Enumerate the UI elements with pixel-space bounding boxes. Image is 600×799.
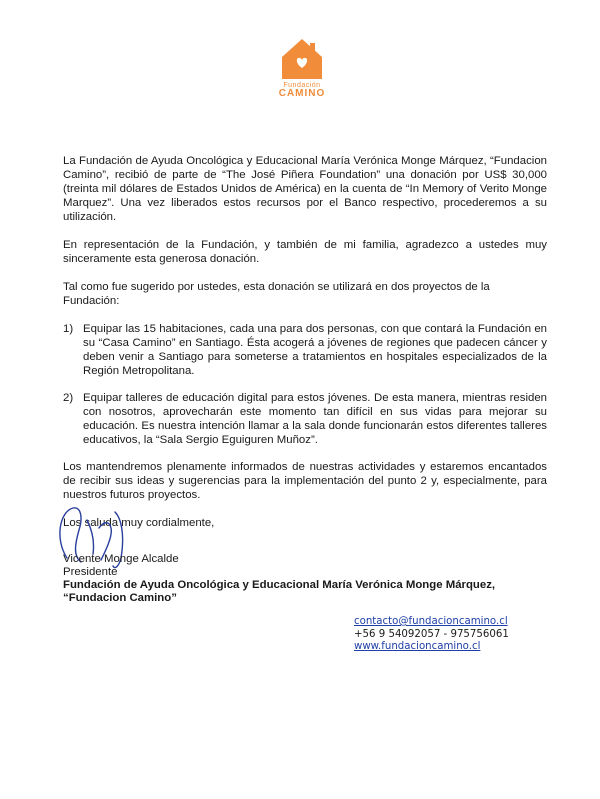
paragraph-donation: La Fundación de Ayuda Oncológica y Educacional María Verónica Monge Márquez, “Fundacion Camino”, recibió de parte de “The José Piñera Foundation” una donación por US$ 30,000 (treinta mil dólares de Estados Unidos de América) en la cuenta de “In Memory of Verito Monge Marquez”. Una vez liberados estos recursos por el Banco respectivo, procederemos a su utilización.: [63, 155, 547, 223]
list-item-text: Equipar talleres de educación digital para estos jóvenes. De esta manera, mientras residen con nosotros, aprovecharán este momento tan difícil en sus vidas para mejorar su educación. Es nuestra intención llamar a la sala donde funcionarán estos diferentes talleres educativos, la “Sala Sergio Eguiguren Muñoz”.: [83, 392, 547, 446]
fundacion-camino-logo: [277, 37, 327, 99]
list-item: [63, 391, 547, 447]
paragraph-thanks: En representación de la Fundación, y también de mi familia, agradezco a ustedes muy sinceramente esta generosa donación.: [63, 239, 547, 265]
letter-body: [63, 154, 547, 530]
signature-block: [63, 553, 495, 605]
email-link[interactable]: contacto@fundacioncamino.cl: [354, 616, 508, 627]
signer-name: Vicente Monge Alcalde: [63, 553, 179, 565]
signer-role: Presidente: [63, 566, 118, 578]
list-item-text: Equipar las 15 habitaciones, cada una para dos personas, con que contará la Fundación en su “Casa Camino” en Santiago. Ésta acogerá a jóvenes de regiones que padecen cáncer y deben venir a Santiago para someterse a tratamientos en hospitales especializados de la Región Metropolitana.: [83, 323, 547, 377]
organization-alias: “Fundacion Camino”: [63, 592, 177, 604]
paragraph-projects-intro: Tal como fue sugerido por ustedes, esta donación se utilizará en dos proyectos de la Fundación:: [63, 281, 490, 307]
phone-numbers: +56 9 54092057 - 975756061: [354, 628, 509, 640]
closing-salutation: Los saluda muy cordialmente,: [63, 517, 215, 529]
website-link[interactable]: www.fundacioncamino.cl: [354, 641, 481, 652]
logo-text-camino: CAMINO: [278, 88, 326, 99]
logo-text-fundacion: Fundación: [283, 82, 321, 89]
organization-name: Fundación de Ayuda Oncológica y Educacional María Verónica Monge Márquez,: [63, 579, 496, 591]
paragraph-keep-informed: Los mantendremos plenamente informados de nuestras actividades y estaremos encantados de recibir sus ideas y sugerencias para la implementación del punto 2 y, especialmente, para nuestros futuros proyectos.: [63, 461, 547, 501]
list-item-number: 2): [63, 392, 74, 404]
house-heart-icon: [280, 37, 324, 81]
list-item: [63, 322, 547, 378]
list-item-number: 1): [63, 323, 74, 335]
contact-info: [354, 616, 509, 654]
